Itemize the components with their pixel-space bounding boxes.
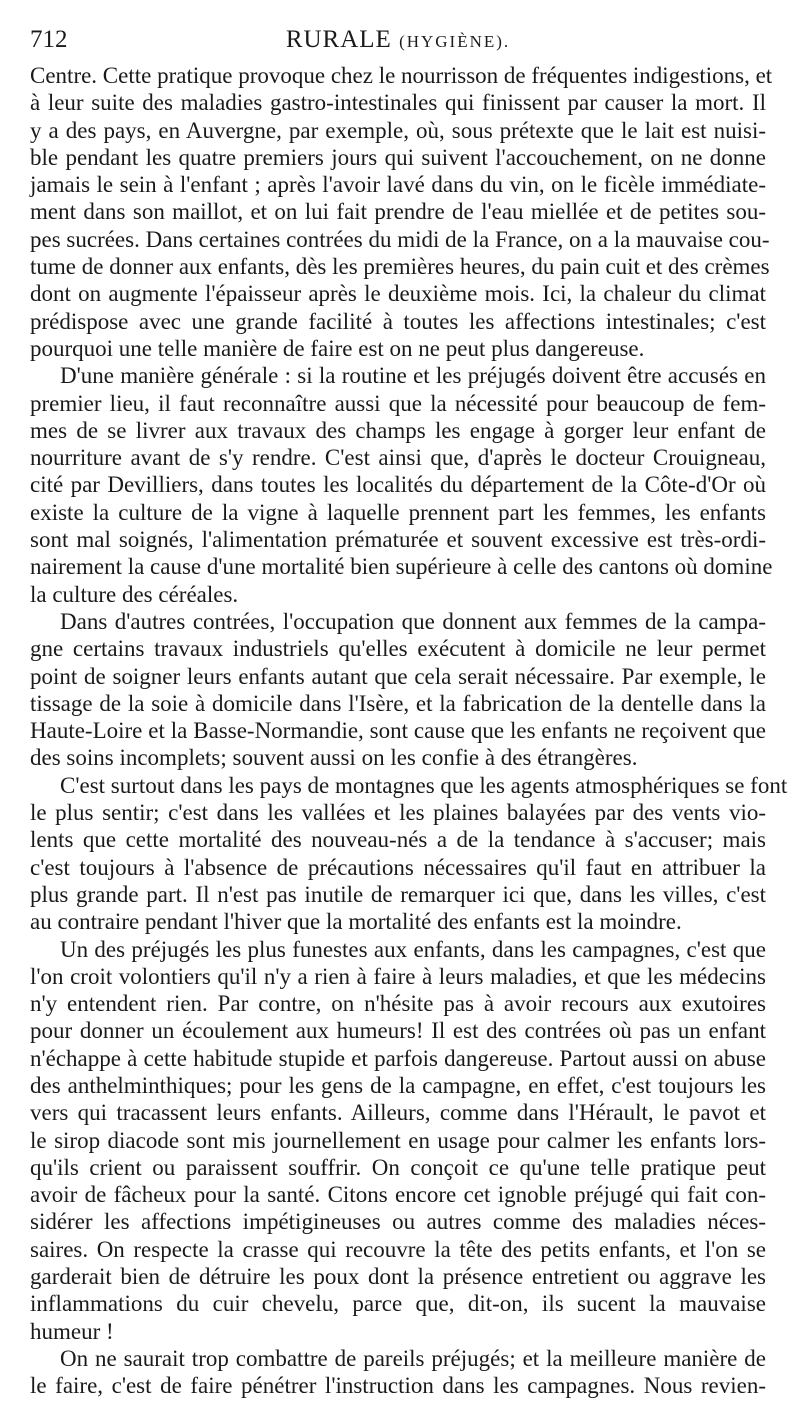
text-line: On ne saurait trop combattre de pareils préjugés; et la meilleure manière de	[60, 1345, 766, 1371]
text-line: pour donner un écoulement aux humeurs! Il est des contrées où pas un enfant	[30, 1018, 766, 1044]
page-header	[30, 26, 766, 60]
text-line: premier lieu, il faut reconnaître aussi que la nécessité pour beaucoup de fem-	[30, 390, 766, 416]
running-title-sub: (HYGIÈNE).	[399, 32, 511, 51]
text-line: nourriture avant de s'y rendre. C'est ainsi que, d'après le docteur Crouigneau,	[30, 445, 766, 471]
text-line: tume de donner aux enfants, dès les premières heures, du pain cuit et des crèmes	[30, 254, 770, 280]
text-line: cité par Devilliers, dans toutes les localités du département de la Côte-d'Or où	[30, 472, 766, 498]
text-line: gne certains travaux industriels qu'elles exécutent à domicile ne leur permet	[30, 636, 766, 662]
text-line: tissage de la soie à domicile dans l'Isère, et la fabrication de la dentelle dans la	[30, 690, 766, 716]
text-line: le faire, c'est de faire pénétrer l'instruction dans les campagnes. Nous revien-	[30, 1373, 766, 1399]
text-line: ble pendant les quatre premiers jours qui suivent l'accouchement, on ne donne	[30, 144, 766, 170]
text-line: plus grande part. Il n'est pas inutile de remarquer ici que, dans les villes, c'est	[30, 881, 766, 907]
text-line: c'est toujours à l'absence de précautions nécessaires qu'il faut en attribuer la	[30, 854, 766, 880]
page-number: 712	[30, 26, 68, 53]
text-line: nairement la cause d'une mortalité bien supérieure à celle des cantons où domine	[30, 554, 773, 580]
text-line: point de soigner leurs enfants autant que cela serait nécessaire. Par exemple, le	[30, 663, 766, 689]
text-line: sont mal soignés, l'alimentation prématurée et souvent excessive est très-ordi-	[30, 527, 766, 553]
text-line: des anthelminthiques; pour les gens de la campagne, en effet, c'est toujours les	[30, 1072, 766, 1098]
text-line: pes sucrées. Dans certaines contrées du midi de la France, on a la mauvaise cou-	[30, 226, 770, 252]
text-line: sidérer les affections impétigineuses ou autres comme des maladies néces-	[30, 1209, 766, 1235]
text-line: pourquoi une telle manière de faire est on ne peut plus dangereuse.	[30, 335, 645, 361]
text-line: le sirop diacode sont mis journellement en usage pour calmer les enfants lors-	[30, 1127, 766, 1153]
text-line: l'on croit volontiers qu'il n'y a rien à faire à leurs maladies, et que les médecins	[30, 963, 766, 989]
text-line: vers qui tracassent leurs enfants. Ailleurs, comme dans l'Hérault, le pavot et	[30, 1100, 766, 1126]
text-line: n'échappe à cette habitude stupide et parfois dangereuse. Partout aussi on abuse	[30, 1045, 766, 1071]
text-line: C'est surtout dans les pays de montagnes que les agents atmosphériques se font	[60, 772, 788, 798]
text-line: saires. On respecte la crasse qui recouvre la tête des petits enfants, et l'on se	[30, 1236, 766, 1262]
text-line: ment dans son maillot, et on lui fait prendre de l'eau miellée et de petites sou-	[30, 199, 766, 225]
text-line: garderait bien de détruire les poux dont la présence entretient ou aggrave les	[30, 1264, 766, 1290]
text-line: des soins incomplets; souvent aussi on les confie à des étrangères.	[30, 745, 638, 771]
text-line: Centre. Cette pratique provoque chez le nourrisson de fréquentes indigestions, et	[30, 63, 773, 88]
text-line: avoir de fâcheux pour la santé. Citons encore cet ignoble préjugé qui fait con-	[30, 1182, 766, 1208]
text-line: le plus sentir; c'est dans les vallées et les plaines balayées par des vents vio-	[30, 800, 766, 826]
running-title	[30, 26, 766, 54]
text-line: Un des préjugés les plus funestes aux enfants, dans les campagnes, c'est que	[60, 936, 766, 962]
text-line: y a des pays, en Auvergne, par exemple, où, sous prétexte que le lait est nuisi-	[30, 117, 766, 143]
text-line: jamais le sein à l'enfant ; après l'avoir lavé dans du vin, on le ficèle immédiate-	[30, 172, 766, 198]
text-line: D'une manière générale : si la routine et les préjugés doivent être accusés en	[60, 363, 766, 389]
text-line: mes de se livrer aux travaux des champs les engage à gorger leur enfant de	[30, 417, 766, 443]
text-line: inflammations du cuir chevelu, parce que, dit-on, ils sucent la mauvaise	[30, 1291, 766, 1317]
text-line: n'y entendent rien. Par contre, on n'hésite pas à avoir recours aux exutoires	[30, 991, 766, 1017]
text-line: la culture des céréales.	[30, 581, 239, 607]
running-title-main: RURALE	[285, 26, 392, 53]
text-line: qu'ils crient ou paraissent souffrir. On conçoit ce qu'une telle pratique peut	[30, 1154, 766, 1180]
body-text	[30, 62, 788, 1400]
text-line: Dans d'autres contrées, l'occupation que donnent aux femmes de la campa-	[60, 608, 766, 634]
text-line: au contraire pendant l'hiver que la mortalité des enfants est la moindre.	[30, 909, 682, 935]
text-line: prédispose avec une grande facilité à toutes les affections intestinales; c'est	[30, 308, 766, 334]
text-line: Haute-Loire et la Basse-Normandie, sont cause que les enfants ne reçoivent que	[30, 718, 766, 744]
text-line: lents que cette mortalité des nouveau-nés a de la tendance à s'accuser; mais	[30, 827, 766, 853]
text-line: à leur suite des maladies gastro-intestinales qui finissent par causer la mort. Il	[30, 90, 766, 116]
text-line: existe la culture de la vigne à laquelle prennent part les femmes, les enfants	[30, 499, 766, 525]
text-line: humeur !	[30, 1318, 114, 1344]
text-line: dont on augmente l'épaisseur après le deuxième mois. Ici, la chaleur du climat	[30, 281, 766, 307]
